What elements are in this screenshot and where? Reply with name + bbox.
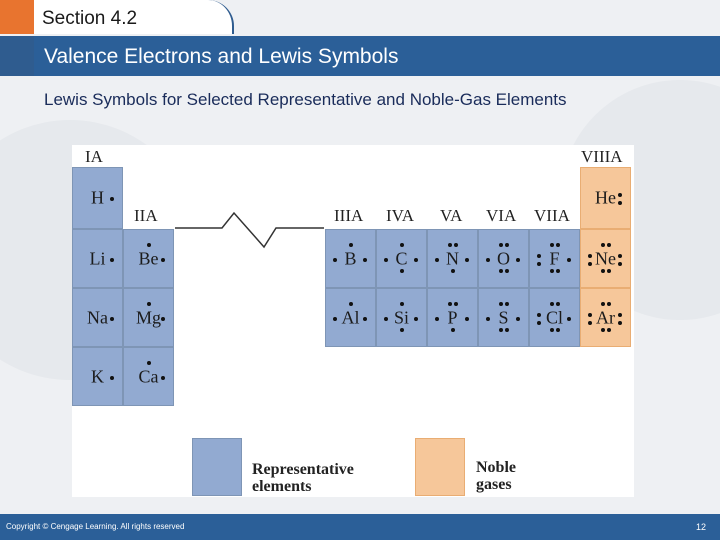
valence-electron-dot bbox=[147, 243, 151, 247]
valence-electron-dot bbox=[161, 258, 165, 262]
valence-electron-dot bbox=[618, 193, 622, 197]
element-cell-ne bbox=[580, 229, 631, 288]
valence-electron-dot bbox=[537, 313, 541, 317]
section-accent bbox=[0, 0, 34, 34]
valence-electron-dot bbox=[556, 328, 560, 332]
valence-electron-dot bbox=[384, 258, 388, 262]
element-symbol: H bbox=[91, 187, 104, 208]
valence-electron-dot bbox=[451, 328, 455, 332]
valence-electron-dot bbox=[601, 269, 605, 273]
element-cell-ar bbox=[580, 288, 631, 347]
valence-electron-dot bbox=[486, 317, 490, 321]
lewis-symbol-table bbox=[72, 145, 634, 497]
valence-electron-dot bbox=[516, 258, 520, 262]
valence-electron-dot bbox=[550, 302, 554, 306]
element-cell-c bbox=[376, 229, 427, 288]
valence-electron-dot bbox=[161, 317, 165, 321]
valence-electron-dot bbox=[454, 302, 458, 306]
group-label-iva: IVA bbox=[386, 206, 415, 225]
element-cell-h bbox=[72, 167, 123, 229]
valence-electron-dot bbox=[607, 269, 611, 273]
valence-electron-dot bbox=[537, 262, 541, 266]
valence-electron-dot bbox=[465, 317, 469, 321]
valence-electron-dot bbox=[414, 258, 418, 262]
valence-electron-dot bbox=[601, 328, 605, 332]
element-cell-o bbox=[478, 229, 529, 288]
element-cell-na bbox=[72, 288, 123, 347]
valence-electron-dot bbox=[333, 258, 337, 262]
valence-electron-dot bbox=[556, 269, 560, 273]
valence-electron-dot bbox=[550, 243, 554, 247]
element-cell-s bbox=[478, 288, 529, 347]
valence-electron-dot bbox=[147, 361, 151, 365]
slide-title: Valence Electrons and Lewis Symbols bbox=[44, 45, 399, 68]
legend-label-representative: Representative elements bbox=[252, 461, 354, 495]
element-symbol: Li bbox=[89, 248, 106, 268]
valence-electron-dot bbox=[567, 258, 571, 262]
valence-electron-dot bbox=[465, 258, 469, 262]
valence-electron-dot bbox=[400, 328, 404, 332]
valence-electron-dot bbox=[601, 302, 605, 306]
valence-electron-dot bbox=[499, 243, 503, 247]
valence-electron-dot bbox=[618, 262, 622, 266]
element-symbol: He bbox=[595, 187, 616, 208]
element-symbol: S bbox=[498, 307, 509, 327]
valence-electron-dot bbox=[516, 317, 520, 321]
element-cell-mg bbox=[123, 288, 174, 347]
valence-electron-dot bbox=[550, 269, 554, 273]
valence-electron-dot bbox=[435, 258, 439, 262]
element-symbol: P bbox=[447, 307, 458, 327]
group-label-ia: IA bbox=[85, 147, 103, 166]
valence-electron-dot bbox=[537, 254, 541, 258]
element-cell-b bbox=[325, 229, 376, 288]
valence-electron-dot bbox=[499, 269, 503, 273]
element-symbol: K bbox=[91, 366, 104, 386]
legend-swatch-noble bbox=[415, 438, 465, 496]
page-number: 12 bbox=[695, 522, 706, 532]
valence-electron-dot bbox=[607, 302, 611, 306]
element-cell-he bbox=[580, 167, 631, 229]
valence-electron-dot bbox=[556, 302, 560, 306]
valence-electron-dot bbox=[567, 317, 571, 321]
slide-subtitle: Lewis Symbols for Selected Representative and Noble-Gas Elements bbox=[44, 90, 567, 109]
element-symbol: Mg bbox=[135, 307, 161, 327]
group-label-via: VIA bbox=[486, 206, 517, 225]
valence-electron-dot bbox=[454, 243, 458, 247]
section-label: Section 4.2 bbox=[42, 8, 138, 29]
valence-electron-dot bbox=[384, 317, 388, 321]
valence-electron-dot bbox=[550, 328, 554, 332]
element-symbol: O bbox=[497, 248, 510, 268]
valence-electron-dot bbox=[448, 243, 452, 247]
valence-electron-dot bbox=[110, 317, 114, 321]
valence-electron-dot bbox=[537, 321, 541, 325]
element-symbol: Ar bbox=[596, 307, 615, 327]
valence-electron-dot bbox=[110, 258, 114, 262]
valence-electron-dot bbox=[349, 302, 353, 306]
valence-electron-dot bbox=[618, 254, 622, 258]
group-label-va: VA bbox=[440, 206, 463, 225]
group-label-iiia: IIIA bbox=[334, 206, 364, 225]
valence-electron-dot bbox=[505, 328, 509, 332]
valence-electron-dot bbox=[400, 269, 404, 273]
group-label-viia: VIIA bbox=[534, 206, 570, 225]
valence-electron-dot bbox=[349, 243, 353, 247]
footer-bar bbox=[0, 514, 720, 540]
element-symbol: Na bbox=[87, 307, 108, 327]
valence-electron-dot bbox=[505, 302, 509, 306]
valence-electron-dot bbox=[556, 243, 560, 247]
valence-electron-dot bbox=[505, 243, 509, 247]
element-cell-be bbox=[123, 229, 174, 288]
element-symbol: Cl bbox=[545, 307, 563, 327]
valence-electron-dot bbox=[448, 302, 452, 306]
valence-electron-dot bbox=[414, 317, 418, 321]
element-cell-f bbox=[529, 229, 580, 288]
group-label-iia: IIA bbox=[134, 206, 158, 225]
valence-electron-dot bbox=[499, 302, 503, 306]
element-symbol: Si bbox=[393, 307, 409, 327]
group-label-viiia: VIIIA bbox=[581, 147, 623, 166]
element-symbol: Ne bbox=[595, 248, 616, 268]
element-symbol: Ca bbox=[138, 366, 159, 386]
valence-electron-dot bbox=[499, 328, 503, 332]
element-cell-cl bbox=[529, 288, 580, 347]
valence-electron-dot bbox=[618, 201, 622, 205]
valence-electron-dot bbox=[363, 258, 367, 262]
valence-electron-dot bbox=[147, 302, 151, 306]
element-symbol: Al bbox=[341, 307, 360, 327]
element-cell-si bbox=[376, 288, 427, 347]
element-cell-k bbox=[72, 347, 123, 406]
valence-electron-dot bbox=[588, 262, 592, 266]
title-accent bbox=[0, 36, 34, 76]
element-cell-li bbox=[72, 229, 123, 288]
valence-electron-dot bbox=[110, 197, 114, 201]
legend-swatch-representative bbox=[192, 438, 242, 496]
valence-electron-dot bbox=[400, 302, 404, 306]
title-bar bbox=[0, 36, 720, 76]
valence-electron-dot bbox=[588, 313, 592, 317]
valence-electron-dot bbox=[110, 376, 114, 380]
valence-electron-dot bbox=[588, 254, 592, 258]
element-symbol: Be bbox=[138, 248, 159, 268]
valence-electron-dot bbox=[607, 243, 611, 247]
valence-electron-dot bbox=[451, 269, 455, 273]
element-cell-al bbox=[325, 288, 376, 347]
valence-electron-dot bbox=[618, 313, 622, 317]
valence-electron-dot bbox=[435, 317, 439, 321]
valence-electron-dot bbox=[486, 258, 490, 262]
element-cell-p bbox=[427, 288, 478, 347]
valence-electron-dot bbox=[618, 321, 622, 325]
element-cell-n bbox=[427, 229, 478, 288]
valence-electron-dot bbox=[400, 243, 404, 247]
valence-electron-dot bbox=[601, 243, 605, 247]
element-symbol: B bbox=[344, 248, 357, 268]
element-cell-ca bbox=[123, 347, 174, 406]
legend-label-noble: Noble gases bbox=[476, 459, 516, 493]
copyright-text: Copyright © Cengage Learning. All rights reserved bbox=[6, 522, 185, 531]
element-symbol: F bbox=[549, 248, 560, 268]
valence-electron-dot bbox=[333, 317, 337, 321]
element-symbol: C bbox=[395, 248, 408, 268]
valence-electron-dot bbox=[607, 328, 611, 332]
valence-electron-dot bbox=[588, 321, 592, 325]
valence-electron-dot bbox=[363, 317, 367, 321]
valence-electron-dot bbox=[505, 269, 509, 273]
valence-electron-dot bbox=[161, 376, 165, 380]
element-symbol: N bbox=[446, 248, 459, 268]
